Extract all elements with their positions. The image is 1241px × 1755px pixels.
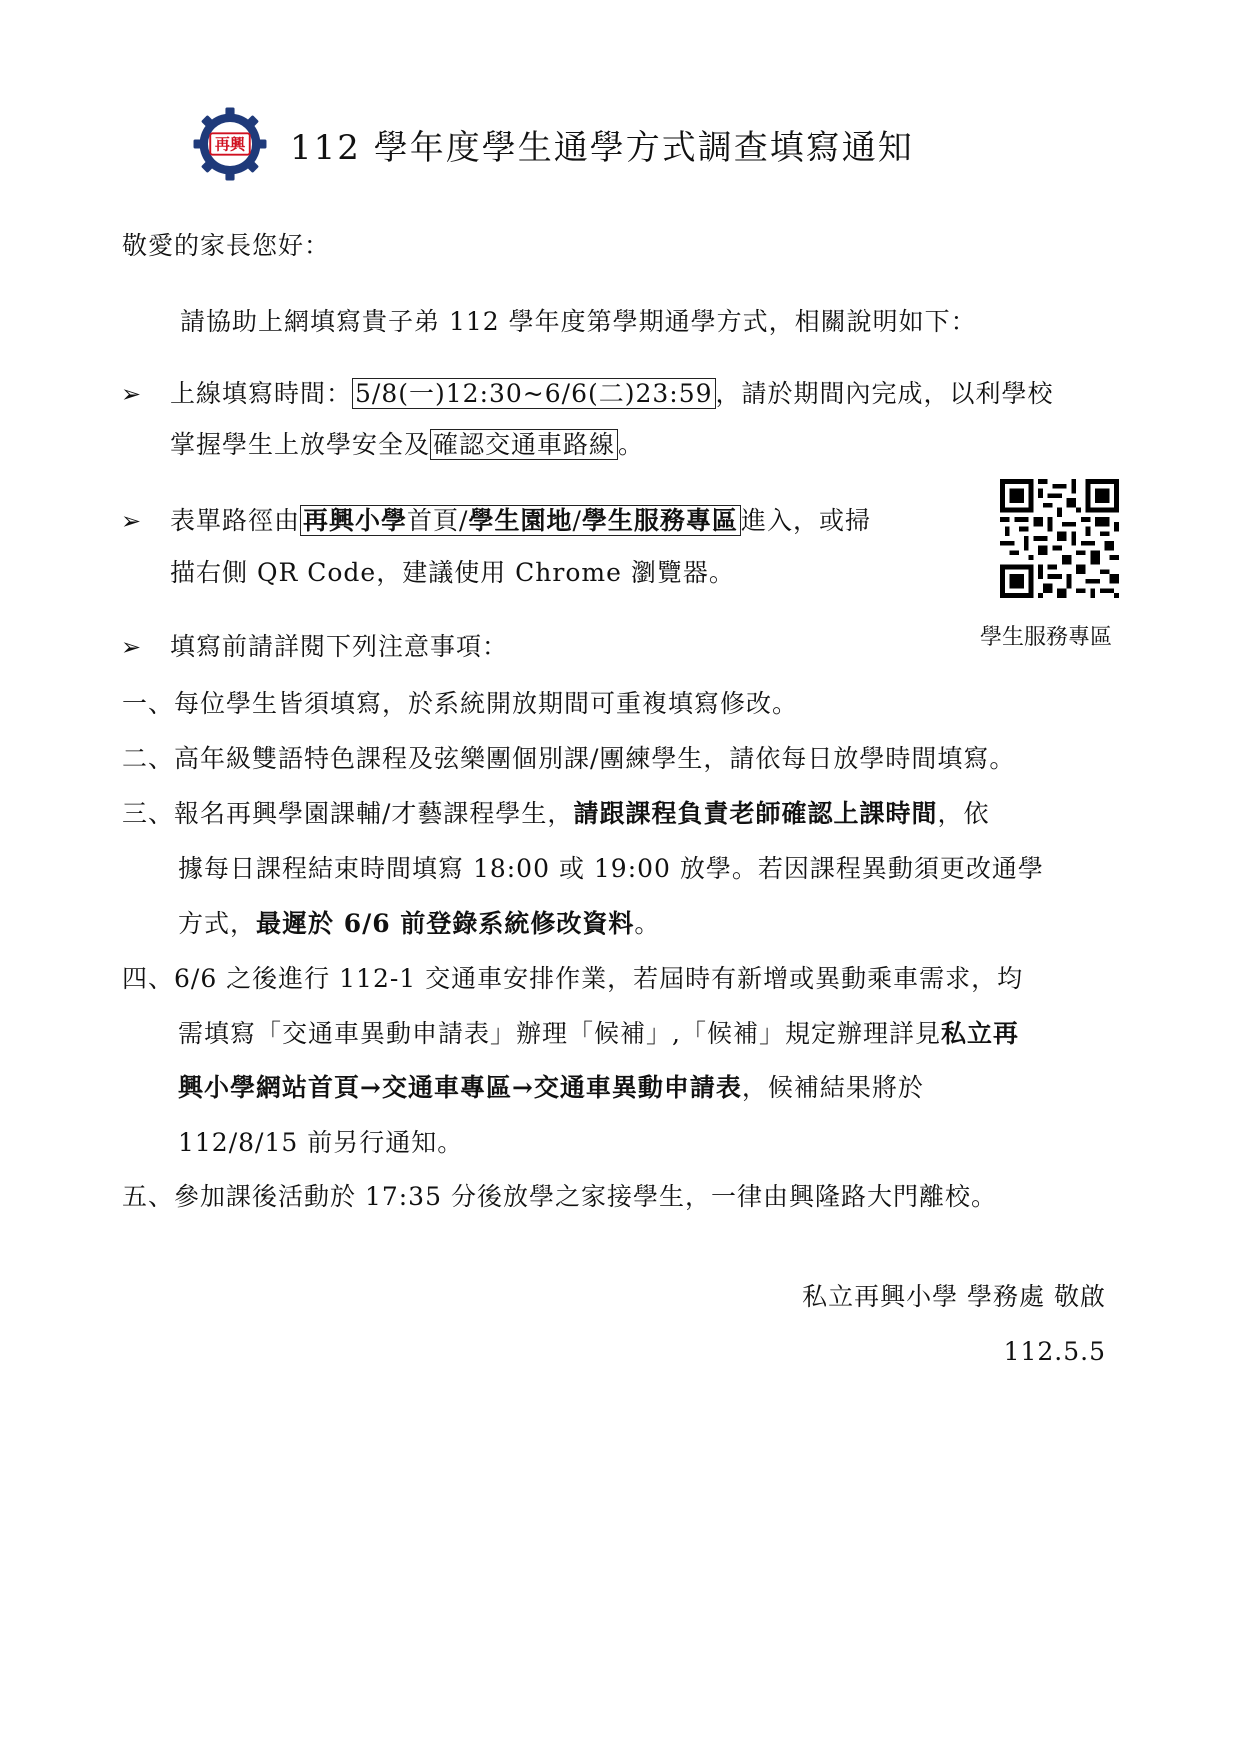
bullet-2-prefix: 表單路徑由 <box>170 506 301 535</box>
note-1: 一、每位學生皆須填寫，於系統開放期間可重複填寫修改。 <box>122 689 799 718</box>
note-3-line-3-bold: 最遲於 6/6 前登錄系統修改資料 <box>256 909 635 938</box>
note-4-line-3-suffix: ，候補結果將於 <box>741 1073 924 1102</box>
qr-caption: 學生服務專區 <box>980 625 1113 650</box>
bullet-1-prefix: 上線填寫時間： <box>170 379 353 408</box>
qr-code-icon <box>1000 479 1119 598</box>
intro: 請協助上網填寫貴子弟 112 學年度第學期通學方式，相關說明如下： <box>180 307 977 336</box>
note-4-line-1: 四、6/6 之後進行 112-1 交通車安排作業，若屆時有新增或異動乘車需求，均 <box>122 964 1024 993</box>
note-3-suffix: ，依 <box>937 799 990 828</box>
note-3-line-3-prefix: 方式， <box>178 909 257 938</box>
note-4-line-3-bold: 興小學網站首頁→交通車專區→交通車異動申請表 <box>178 1073 742 1102</box>
path-home: 首頁/ <box>407 506 469 535</box>
bullet-1-line-1 <box>170 377 1054 411</box>
bullet-3: 填寫前請詳閱下列注意事項： <box>170 632 509 661</box>
path-student-area: 學生園地 <box>468 506 573 535</box>
path-separator: / <box>572 506 582 535</box>
note-3-line-2: 據每日課程結束時間填寫 18:00 或 19:00 放學。若因課程異動須更改通學 <box>178 854 1044 883</box>
note-4-line-3 <box>178 1071 924 1105</box>
confirm-bus-route: 確認交通車路線 <box>430 429 618 460</box>
form-path <box>300 505 741 536</box>
bullet-1-line-2-suffix: 。 <box>618 430 645 459</box>
signature-date: 112.5.5 <box>1003 1337 1106 1366</box>
bullet-2-line-2: 描右側 QR Code，建議使用 Chrome 瀏覽器。 <box>170 558 735 587</box>
bullet-2-suffix: 進入，或掃 <box>740 506 871 535</box>
note-3-line-1 <box>122 797 989 831</box>
note-3-bold: 請跟課程負責老師確認上課時間 <box>573 799 938 828</box>
note-4-line-2-bold: 私立再 <box>940 1019 1019 1048</box>
greeting: 敬愛的家長您好： <box>122 231 331 260</box>
bullet-arrow-icon: ➢ <box>121 507 142 535</box>
note-4-line-2 <box>178 1017 1019 1051</box>
signature-org: 私立再興小學 學務處 敬啟 <box>802 1282 1106 1311</box>
bullet-2-line-1 <box>170 504 871 538</box>
note-4-line-4: 112/8/15 前另行通知。 <box>178 1128 464 1157</box>
note-3-prefix: 三、報名再興學園課輔/才藝課程學生， <box>122 799 574 828</box>
bullet-1-line-2-prefix: 掌握學生上放學安全及 <box>170 430 431 459</box>
note-2: 二、高年級雙語特色課程及弦樂團個別課/團練學生，請依每日放學時間填寫。 <box>122 744 1016 773</box>
page-title: 112 學年度學生通學方式調查填寫通知 <box>290 127 914 168</box>
bullet-1-line-2 <box>170 428 644 462</box>
fill-in-period: 5/8(一)12:30~6/6(二)23:59 <box>352 378 716 409</box>
note-3-line-3 <box>178 907 660 941</box>
path-school: 再興小學 <box>303 506 408 535</box>
logo-text: 再興 <box>214 135 246 154</box>
header <box>192 106 914 182</box>
bullet-arrow-icon: ➢ <box>121 633 142 661</box>
bullet-arrow-icon: ➢ <box>121 380 142 408</box>
school-logo-gear-icon <box>192 106 268 182</box>
note-4-line-2-prefix: 需填寫「交通車異動申請表」辦理「候補」,「候補」規定辦理詳見 <box>178 1019 941 1048</box>
note-5: 五、參加課後活動於 17:35 分後放學之家接學生，一律由興隆路大門離校。 <box>122 1182 997 1211</box>
note-3-line-3-suffix: 。 <box>634 909 661 938</box>
path-student-services: 學生服務專區 <box>581 506 738 535</box>
bullet-1-suffix: ，請於期間內完成，以利學校 <box>715 379 1054 408</box>
